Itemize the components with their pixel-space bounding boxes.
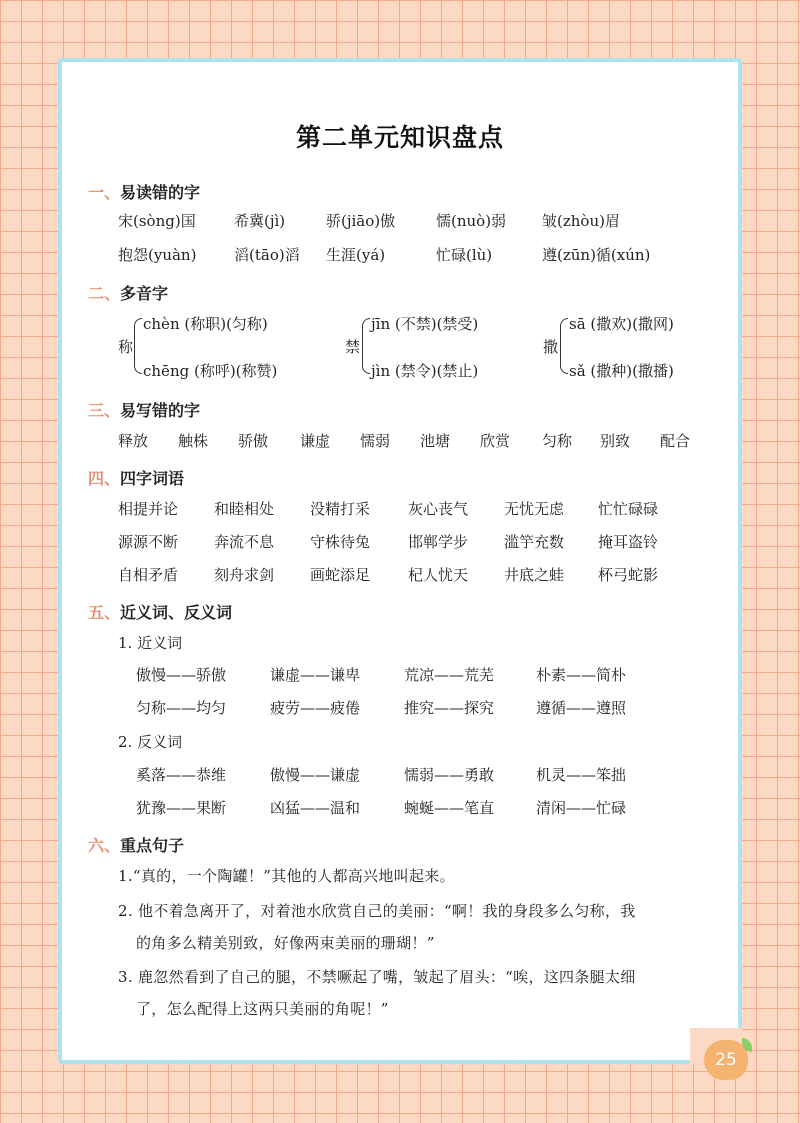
misread-word: 生涯(yá) <box>326 246 386 264</box>
miswrite-word: 懦弱 <box>360 432 391 450</box>
idiom: 杯弓蛇影 <box>598 566 659 584</box>
idiom: 和睦相处 <box>214 500 275 518</box>
idiom: 无忧无虑 <box>504 500 565 518</box>
idiom: 奔流不息 <box>214 533 275 551</box>
antonym-pair: 凶猛——温和 <box>270 799 361 817</box>
misread-word: 遵(zūn)循(xún) <box>542 246 651 264</box>
idiom: 没精打采 <box>310 500 371 518</box>
idiom: 源源不断 <box>118 533 179 551</box>
idiom: 画蛇添足 <box>310 566 371 584</box>
miswrite-word: 别致 <box>600 432 631 450</box>
idiom: 灰心丧气 <box>408 500 469 518</box>
antonym-pair: 清闲——忙碌 <box>536 799 627 817</box>
brace <box>560 318 568 374</box>
idiom: 滥竽充数 <box>504 533 565 551</box>
miswrite-word: 释放 <box>118 432 149 450</box>
synonym-pair: 遵循——遵照 <box>536 699 627 717</box>
key-sentence-cont: 了，怎么配得上这两只美丽的角呢！” <box>136 1000 389 1018</box>
section-heading-3: 三、易写错的字 <box>88 401 201 420</box>
synonym-pair: 推究——探究 <box>404 699 495 717</box>
antonym-pair: 懦弱——勇敢 <box>404 766 495 784</box>
key-sentence: 1.“真的，一个陶罐！”其他的人都高兴地叫起来。 <box>118 867 455 885</box>
polyphone-reading: jīn (不禁)(禁受) <box>371 315 479 333</box>
idiom: 邯郸学步 <box>408 533 469 551</box>
polyphone-reading: chèn (称职)(匀称) <box>143 315 268 333</box>
page-title: 第二单元知识盘点 <box>295 123 504 152</box>
miswrite-word: 匀称 <box>542 432 573 450</box>
miswrite-word: 欣赏 <box>480 432 511 450</box>
idiom: 掩耳盗铃 <box>598 533 659 551</box>
misread-word: 骄(jiāo)傲 <box>326 212 396 230</box>
brace <box>362 318 370 374</box>
idiom: 杞人忧天 <box>408 566 469 584</box>
misread-word: 宋(sòng)国 <box>118 212 196 230</box>
section-heading-1: 一、易读错的字 <box>88 183 201 202</box>
key-sentence: 2. 他不着急离开了，对着池水欣赏自己的美丽：“啊！我的身段多么匀称，我 <box>118 902 636 920</box>
idiom: 忙忙碌碌 <box>598 500 659 518</box>
section-heading-6: 六、重点句子 <box>88 836 185 855</box>
polyphone-reading: jìn (禁令)(禁止) <box>371 362 479 380</box>
section-heading-4: 四、四字词语 <box>88 469 185 488</box>
idiom: 守株待兔 <box>310 533 371 551</box>
synonym-pair: 匀称——均匀 <box>136 699 227 717</box>
idiom: 井底之蛙 <box>504 566 565 584</box>
section-heading-5: 五、近义词、反义词 <box>88 603 233 622</box>
miswrite-word: 骄傲 <box>238 432 269 450</box>
page-number: 25 <box>704 1040 748 1080</box>
idiom: 相提并论 <box>118 500 179 518</box>
polyphone-char: 禁 <box>345 338 361 356</box>
idiom: 自相矛盾 <box>118 566 179 584</box>
antonyms-label: 2. 反义词 <box>118 733 183 751</box>
key-sentence: 3. 鹿忽然看到了自己的腿，不禁噘起了嘴，皱起了眉头：“唉，这四条腿太细 <box>118 968 636 986</box>
key-sentence-cont: 的角多么精美别致，好像两束美丽的珊瑚！” <box>136 934 435 952</box>
miswrite-word: 池塘 <box>420 432 451 450</box>
synonyms-label: 1. 近义词 <box>118 634 183 652</box>
brace <box>134 318 142 374</box>
synonym-pair: 疲劳——疲倦 <box>270 699 361 717</box>
antonym-pair: 奚落——恭维 <box>136 766 227 784</box>
misread-word: 滔(tāo)滔 <box>234 246 300 264</box>
misread-word: 希冀(jì) <box>234 212 286 230</box>
polyphone-reading: chēng (称呼)(称赞) <box>143 362 278 380</box>
synonym-pair: 谦虚——谦卑 <box>270 666 361 684</box>
antonym-pair: 傲慢——谦虚 <box>270 766 361 784</box>
antonym-pair: 犹豫——果断 <box>136 799 227 817</box>
synonym-pair: 傲慢——骄傲 <box>136 666 227 684</box>
antonym-pair: 蜿蜒——笔直 <box>404 799 495 817</box>
miswrite-word: 配合 <box>660 432 691 450</box>
synonym-pair: 朴素——简朴 <box>536 666 627 684</box>
synonym-pair: 荒凉——荒芜 <box>404 666 495 684</box>
polyphone-char: 称 <box>118 338 134 356</box>
polyphone-char: 撒 <box>543 338 559 356</box>
misread-word: 懦(nuò)弱 <box>436 212 507 230</box>
miswrite-word: 谦虚 <box>300 432 331 450</box>
antonym-pair: 机灵——笨拙 <box>536 766 627 784</box>
misread-word: 忙碌(lù) <box>436 246 493 264</box>
section-heading-2: 二、多音字 <box>88 284 169 303</box>
polyphone-reading: sǎ (撒种)(撒播) <box>569 362 674 380</box>
misread-word: 皱(zhòu)眉 <box>542 212 620 230</box>
misread-word: 抱怨(yuàn) <box>118 246 197 264</box>
miswrite-word: 触株 <box>178 432 209 450</box>
polyphone-reading: sā (撒欢)(撒网) <box>569 315 674 333</box>
idiom: 刻舟求剑 <box>214 566 275 584</box>
